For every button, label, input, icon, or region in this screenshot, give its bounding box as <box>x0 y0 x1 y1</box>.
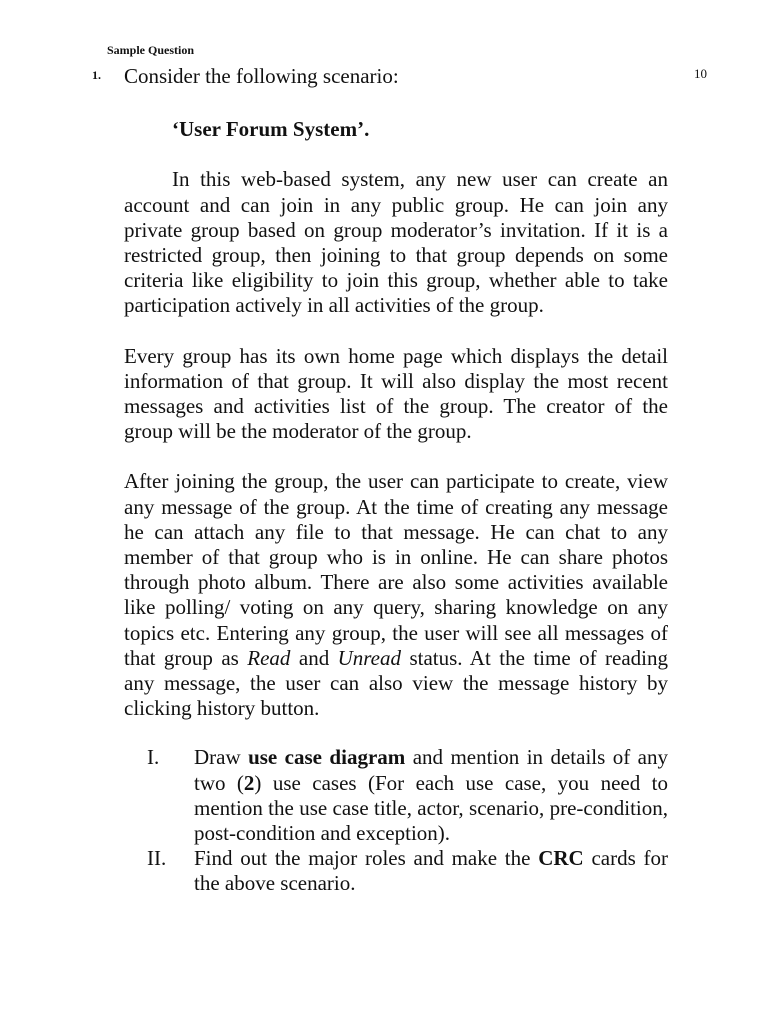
scenario-paragraph-3 <box>124 469 668 721</box>
scenario-paragraph-2: Every group has its own home page which displays the detail information of that group. It will also display the most recent messages and activities list of the group. The creator of the group will be the moderator of the group. <box>124 343 668 444</box>
task-text <box>194 846 668 896</box>
question-number: 1. <box>92 68 101 82</box>
paragraph-3-part-a: After joining the group, the user can participate to create, view any message of the group. At the time of creating any message he can attach any file to that message. He can chat to any member of that group who is in online. He can share photos through photo album. There are also some activities available like polling/ voting on any query, sharing knowledge on any topics etc. Entering any group, the user will see all messages of that group as <box>124 469 668 670</box>
question-intro: Consider the following scenario: <box>124 64 399 88</box>
task-text <box>194 745 668 846</box>
unread-status-term: Unread <box>337 645 402 670</box>
task-text-pre: Find out the major roles and make the <box>194 846 539 871</box>
question-body <box>124 64 668 918</box>
task-item-1 <box>124 745 668 846</box>
task-bold-count: 2 <box>243 770 255 795</box>
paragraph-3-part-b: status. At the time of reading any message, the user can also view the message history by clicking history button. <box>124 645 668 721</box>
task-list <box>124 745 668 896</box>
task-number: II. <box>147 846 167 871</box>
task-bold-crc: CRC <box>538 846 584 871</box>
task-text-post: cards for the above scenario. <box>194 846 668 896</box>
read-status-term: Read <box>247 645 291 670</box>
scenario-paragraph-1: In this web-based system, any new user can create an account and can join in any public group. He can join any private group based on group moderator’s invitation. If it is a restricted group, then joining to that group depends on some criteria like eligibility to join this group, whether able to take participation actively in all activities of the group. <box>124 167 668 318</box>
question-marks: 10 <box>694 66 707 81</box>
system-title: ‘User Forum System’. <box>172 117 370 142</box>
task-bold-use-case-diagram: use case diagram <box>248 745 406 770</box>
task-item-2 <box>124 846 668 896</box>
task-text-mid: and mention in details of any two ( <box>194 745 668 795</box>
paragraph-3-and: and <box>290 645 338 670</box>
task-number: I. <box>147 745 160 770</box>
task-text-pre: Draw <box>194 745 249 770</box>
task-text-post: ) use cases (For each use case, you need to mention the use case title, actor, scenario, pre-condition, post-condition and exception). <box>194 770 668 846</box>
sample-question-label: Sample Question <box>107 43 195 57</box>
